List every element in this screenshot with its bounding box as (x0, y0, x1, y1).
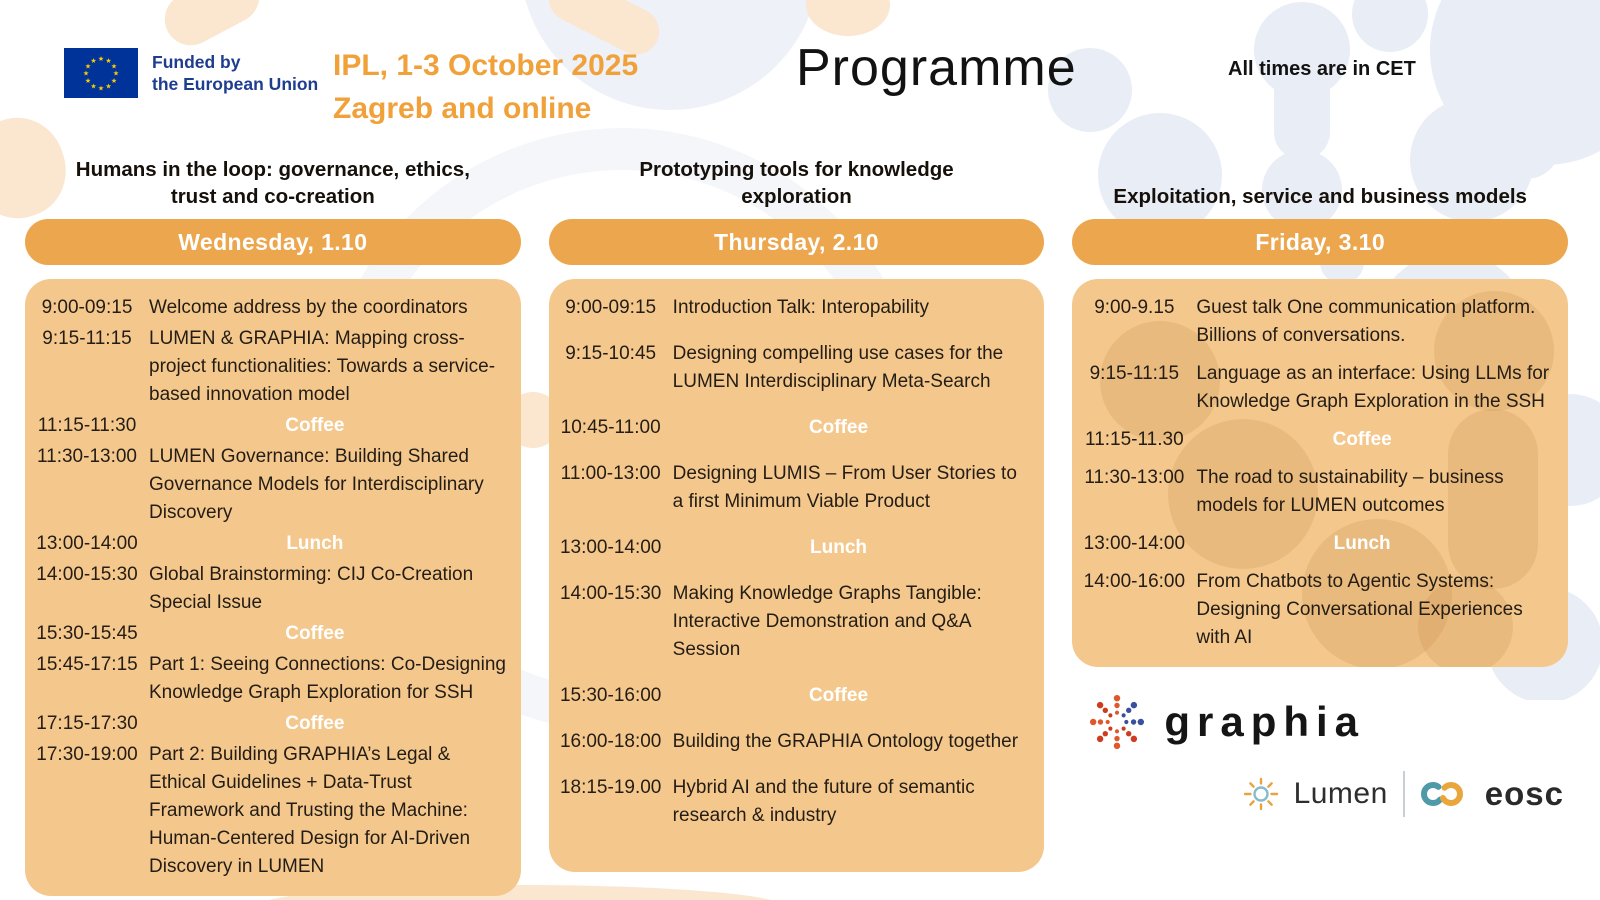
session-title: Guest talk One communication platform. Billions of conversations. (1196, 297, 1536, 346)
column-theme: Exploitation, service and business models (1113, 185, 1527, 208)
partner-logos (1072, 771, 1564, 817)
break-row (25, 530, 521, 558)
session-time: 13:00-14:00 (36, 533, 138, 554)
session-title: LUMEN & GRAPHIA: Mapping cross-project functionalities: Towards a service-based innovation model (149, 328, 496, 405)
svg-text:★: ★ (84, 62, 92, 71)
session-time: 9:15-11:15 (1089, 363, 1180, 384)
session-title: Designing LUMIS – From User Stories to a first Minimum Viable Product (672, 463, 1017, 512)
session-row (549, 728, 1045, 756)
eu-funding-text: Funded by the European Union (152, 52, 319, 94)
eosc-infinity-icon (1420, 778, 1470, 810)
break-label: Lunch (810, 537, 867, 558)
session-row (1072, 464, 1568, 520)
column-theme: Prototyping tools for knowledge exploration (639, 158, 954, 208)
session-time: 11:15-11.30 (1085, 429, 1184, 450)
eosc-wordmark: eosc (1484, 775, 1565, 812)
break-label: Coffee (1332, 429, 1392, 450)
session-title: Global Brainstorming: CIJ Co-Creation Special Issue (149, 564, 474, 613)
break-label: Lunch (286, 533, 344, 554)
svg-text:★: ★ (110, 77, 118, 85)
session-time: 11:15-11:30 (37, 415, 137, 436)
break-label: Coffee (808, 417, 869, 438)
session-time: 14:00-15:30 (36, 564, 138, 585)
break-label: Coffee (808, 685, 869, 706)
session-row (549, 460, 1045, 516)
session-time: 14:00-15:30 (559, 583, 662, 604)
session-row (549, 580, 1045, 664)
schedule-card (1072, 279, 1568, 667)
day-header-pill: Thursday, 2.10 (549, 219, 1045, 265)
session-time: 9:15-10:45 (565, 343, 657, 364)
break-row (549, 414, 1045, 442)
session-title: Building the GRAPHIA Ontology together (672, 731, 1019, 752)
eu-flag (64, 48, 138, 98)
session-row (1072, 360, 1568, 416)
logo-divider (1403, 771, 1405, 817)
svg-text:★: ★ (112, 69, 120, 78)
session-title: Making Knowledge Graphs Tangible: Interactive Demonstration and Q&A Session (672, 583, 982, 660)
session-time: 16:00-18:00 (559, 731, 662, 752)
session-time: 11:30-13:00 (1084, 467, 1185, 488)
footer-logos (1072, 693, 1568, 817)
session-time: 11:00-13:00 (560, 463, 661, 484)
day-column-wednesday (25, 140, 521, 896)
event-title: IPL, 1-3 October 2025 Zagreb and online (333, 49, 639, 125)
session-title: Part 1: Seeing Connections: Co-Designing Knowledge Graph Exploration for SSH (149, 654, 506, 703)
break-row (25, 620, 521, 648)
svg-text:★: ★ (82, 69, 90, 78)
peach-blob-decoration (156, 0, 269, 54)
session-row (25, 325, 521, 409)
graphia-logo (1088, 693, 1568, 751)
svg-text:★: ★ (90, 82, 97, 91)
session-time: 14:00-16:00 (1083, 571, 1186, 592)
break-row (1072, 530, 1568, 558)
session-title: LUMEN Governance: Building Shared Governance Models for Interdisciplinary Discovery (149, 446, 484, 523)
break-row (549, 682, 1045, 710)
break-label: Coffee (285, 415, 345, 436)
schedule-columns (25, 140, 1568, 896)
session-title: Language as an interface: Using LLMs for Knowledge Graph Exploration in the SSH (1196, 363, 1550, 412)
break-row (25, 710, 521, 738)
break-row (1072, 426, 1568, 454)
eu-funding-block (64, 48, 318, 98)
session-time: 10:45-11:00 (560, 417, 661, 438)
svg-text:★: ★ (97, 84, 105, 93)
svg-text:★: ★ (110, 62, 118, 71)
graphia-logo-icon (1088, 693, 1146, 751)
svg-text:★: ★ (105, 57, 112, 65)
session-time: 9:00-9.15 (1094, 297, 1175, 318)
break-row (25, 412, 521, 440)
session-row (25, 741, 521, 881)
session-time: 9:15-11:15 (42, 328, 132, 349)
svg-text:★: ★ (90, 57, 97, 65)
session-title: Part 2: Building GRAPHIA’s Legal & Ethical Guidelines + Data-Trust Framework and Trusting the Machine: Human-Centered Design for AI-Driven Discovery in LUMEN (149, 744, 471, 877)
timezone-note: All times are in CET (1228, 58, 1416, 80)
session-row (1072, 294, 1568, 350)
session-title: The road to sustainability – business models for LUMEN outcomes (1196, 467, 1504, 516)
break-label: Coffee (285, 623, 345, 644)
session-row (25, 443, 521, 527)
session-time: 18:15-19.00 (559, 777, 662, 798)
day-header-pill: Friday, 3.10 (1072, 219, 1568, 265)
day-header-pill: Wednesday, 1.10 (25, 219, 521, 265)
svg-text:★: ★ (105, 82, 112, 91)
session-time: 13:00-14:00 (1083, 533, 1186, 554)
schedule-card (549, 279, 1045, 872)
session-row (25, 651, 521, 707)
graphia-wordmark: graphia (1164, 698, 1366, 745)
session-title: Introduction Talk: Interopability (672, 297, 929, 318)
session-time: 15:30-15:45 (36, 623, 138, 644)
session-time: 17:15-17:30 (36, 713, 138, 734)
session-time: 13:00-14:00 (559, 537, 662, 558)
break-row (549, 534, 1045, 562)
session-time: 17:30-19:00 (36, 744, 138, 765)
session-title: Welcome address by the coordinators (149, 297, 468, 318)
session-row (1072, 568, 1568, 652)
session-time: 15:30-16:00 (559, 685, 662, 706)
session-title: Designing compelling use cases for the LUMEN Interdisciplinary Meta-Search (672, 343, 1004, 392)
day-column-thursday (549, 140, 1045, 896)
page-title: Programme (796, 39, 1077, 97)
lumen-sun-icon (1243, 776, 1279, 812)
peach-blob-decoration (806, 0, 890, 36)
break-label: Coffee (285, 713, 345, 734)
session-time: 15:45-17:15 (36, 654, 138, 675)
svg-text:★: ★ (97, 55, 105, 63)
session-time: 9:00-09:15 (565, 297, 657, 318)
session-time: 9:00-09:15 (41, 297, 133, 318)
session-row (549, 774, 1045, 830)
break-label: Lunch (1333, 533, 1391, 554)
session-row (25, 294, 521, 322)
column-theme: Humans in the loop: governance, ethics, trust and co-creation (75, 158, 470, 208)
session-row (549, 340, 1045, 396)
session-row (549, 294, 1045, 322)
svg-text:★: ★ (84, 77, 92, 85)
session-title: Hybrid AI and the future of semantic research & industry (672, 777, 975, 826)
day-column-friday (1072, 140, 1568, 896)
lumen-wordmark: Lumen (1293, 777, 1388, 810)
session-row (25, 561, 521, 617)
session-title: From Chatbots to Agentic Systems: Designing Conversational Experiences with AI (1196, 571, 1523, 648)
schedule-card (25, 279, 521, 896)
session-time: 11:30-13:00 (36, 446, 137, 467)
